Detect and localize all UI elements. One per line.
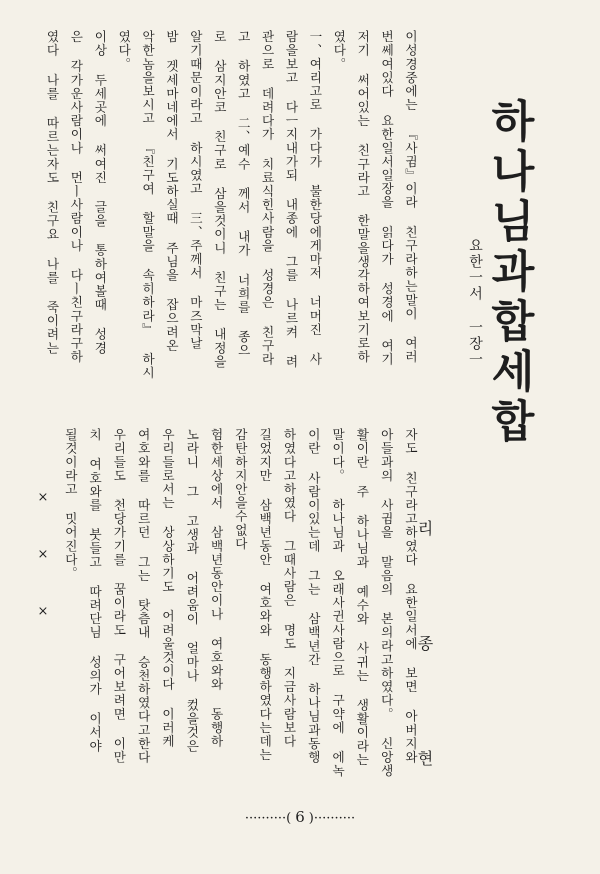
footer-dots-right: ·········· [313, 811, 356, 826]
text-column: 이성경중에는 『사귐』이라 친구라하는말이 여러 [403, 30, 418, 364]
x-mark: × [37, 490, 49, 505]
verse-reference: 요한一서 一장一 [467, 238, 483, 368]
text-column: 치 여호와를 붓들고 따려단님 성의가 이서야 [87, 428, 103, 753]
text-column: 람을보고 다ㅡ지내가되 내종에 그를 나르켜 려 [283, 30, 299, 369]
text-column: 번쎄여있다 요한일서일장을 읽다가 성경에 여기 [379, 30, 395, 366]
x-mark: × [37, 604, 49, 619]
text-column: 였다。 [331, 30, 347, 71]
text-column: 여호와를 따르던 그는 탓츰내 승천하였다고한다 [135, 428, 151, 764]
text-column: 자도 친구라고하였다 요한일서에 보면 아버지와 [403, 428, 418, 764]
text-column: 였다。 [116, 30, 132, 71]
text-column: 관으로 데려다가 치료식힌사람을 성경은 친구라 [259, 30, 275, 366]
text-column: 하였다고하였다 그때사람은 명도 지금사람보다 [281, 428, 297, 748]
text-column: 험한세상에서 삼백년동안이나 여호와와 동행하 [208, 428, 224, 748]
text-column: 우리들도 천당가기를 꿈이라도 구어보려면 이만 [111, 428, 127, 764]
text-column: 악한놈을보시고 『친구여 할말을 속히하라』 하시 [140, 30, 156, 380]
text-column: 길었지만 삼백년동안 여호와와 동행하였다는데는 [257, 428, 273, 762]
text-column: 이상 두세곳에 써여진 글을 통하여볼때 성경 [92, 30, 108, 355]
text-column: 였다 나를 따르는자도 친구요 나를 죽이려는 [44, 30, 60, 355]
text-column: 감탄하지안을수없다 [232, 428, 248, 551]
text-column: 노라니 그 고생과 어려움이 얼마나 컸을것은 [184, 428, 200, 753]
text-column: 밤 겟세마네에서 기도하실때 주님을 잡으려온 [164, 30, 179, 353]
footer-dots-left: ·········· [244, 811, 287, 826]
text-column: 一、여리고로 가다가 불한당에게마저 너머진 사 [307, 30, 323, 366]
text-column: 저기 써어있는 친구라고 한말을생각하여보기로하 [355, 30, 371, 364]
text-column: 알기때문이라고 하시였고 三、주께서 마즈막날 [187, 30, 203, 350]
text-column: 될것이라고 밋어진다。 [62, 428, 78, 580]
text-column: 아들과의 사귐을 말음의 본의라고하였다。 신앙생 [378, 428, 394, 778]
text-column: 로 삼지안코 친구로 삼을것이니 친구는 내정을 [211, 30, 227, 369]
text-column: 우리들로서는 상상하기도 어려울것이다 이러케 [160, 428, 175, 748]
author-name: 리 종 현 [415, 520, 434, 806]
text-column: 활이란 주 하나님과 예수와 사귀는 생활이라는 [354, 428, 370, 767]
text-column: 은 각가운사람이나 먼ㅣ사람이나 다ㅣ친구라구하 [68, 30, 84, 364]
text-column: 이란 사람이있는데 그는 삼백년간 하나님과동행 [305, 428, 321, 764]
text-column: 고 하였고 二、예수 께서 내가 너희를 종으 [235, 30, 251, 358]
page-footer: ··········( 6 )·········· [244, 808, 356, 826]
section-end-marks [36, 490, 50, 661]
x-mark: × [37, 547, 49, 562]
page-number: 6 [295, 808, 305, 826]
text-column: 말이다。 하나님과 오래사귄사람으로 구약에 에녹 [330, 428, 346, 778]
page-title: 하나님과합세합 [483, 98, 534, 448]
